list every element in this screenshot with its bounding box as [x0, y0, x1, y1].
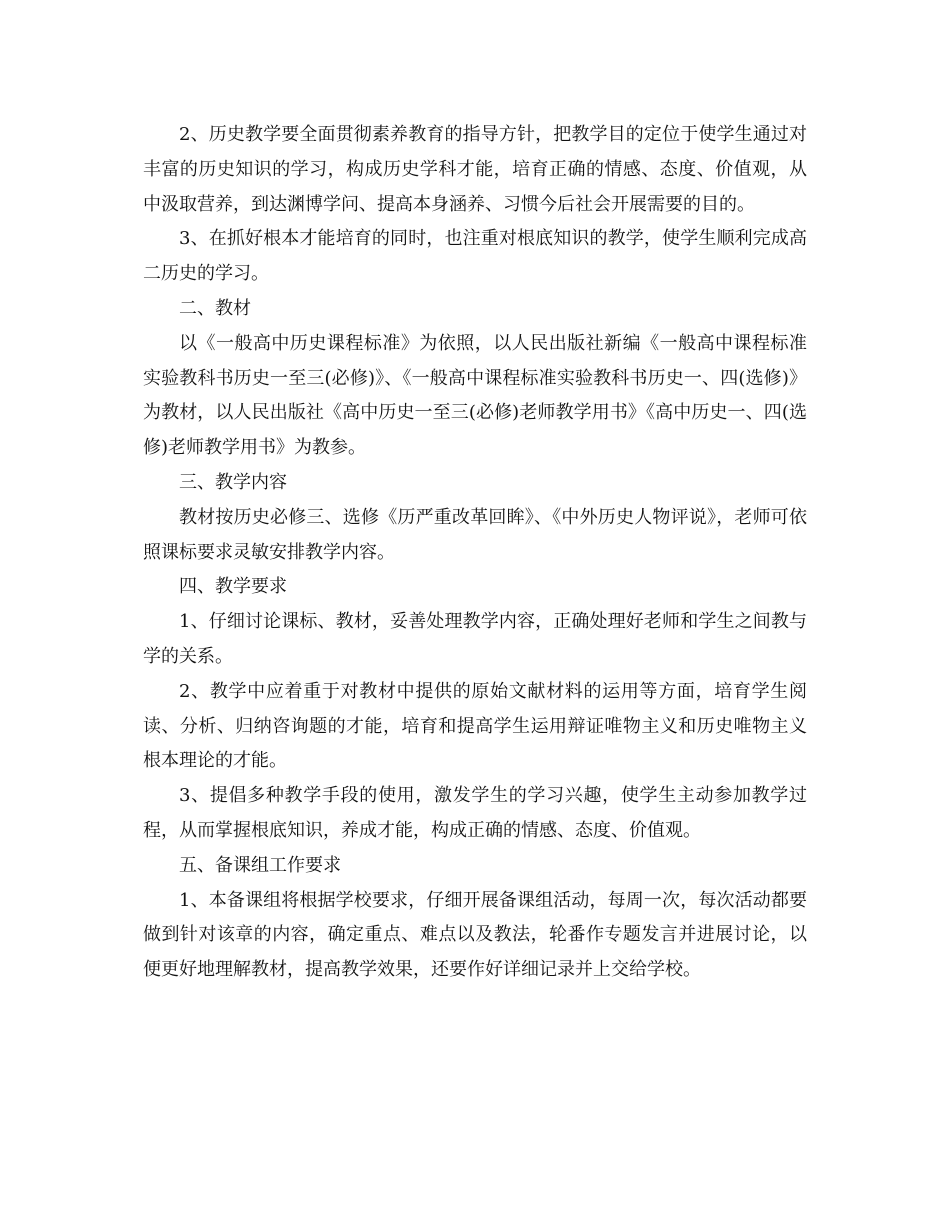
paragraph-requirement-1: 1、仔细讨论课标、教材，妥善处理教学内容，正确处理好老师和学生之间教与学的关系。 [143, 611, 807, 667]
section-heading-textbooks: 二、教材 [179, 297, 251, 319]
paragraph-requirement-2: 2、教学中应着重于对教材中提供的原始文献材料的运用等方面，培育学生阅读、分析、归纳咨询题的才能，培育和提高学生运用辩证唯物主义和历史唯物主义根本理论的才能。 [143, 680, 807, 772]
paragraph-requirement-3: 3、提倡多种教学手段的使用，激发学生的学习兴趣，使学生主动参加教学过程，从而掌握根底知识，养成才能，构成正确的情感、态度、价值观。 [143, 785, 807, 841]
paragraph-group-work-1: 1、本备课组将根据学校要求，仔细开展备课组活动，每周一次，每次活动都要做到针对该章的内容，确定重点、难点以及教法，轮番作专题发言并进展讨论，以便更好地理解教材，提高教学效果，还要作好详细记录并上交给学校。 [143, 889, 807, 981]
paragraph-objective-3: 3、在抓好根本才能培育的同时，也注重对根底知识的教学，使学生顺利完成高二历史的学习。 [143, 228, 807, 285]
document-body [143, 118, 807, 988]
paragraph-content: 教材按历史必修三、选修《历严重改革回眸》、《中外历史人物评说》，老师可依照课标要求灵敏安排教学内容。 [143, 506, 807, 563]
section-heading-requirements: 四、教学要求 [179, 576, 287, 598]
paragraph-objective-2: 2、历史教学要全面贯彻素养教育的指导方针，把教学目的定位于使学生通过对丰富的历史知识的学习，构成历史学科才能，培育正确的情感、态度、价值观，从中汲取营养，到达渊博学问、提高本身涵养、习惯今后社会开展需要的目的。 [143, 124, 807, 215]
paragraph-textbooks: 以《一般高中历史课程标准》为依照，以人民出版社新编《一般高中课程标准实验教科书历史一至三(必修)》、《一般高中课程标准实验教科书历史一、四(选修)》为教材，以人民出版社《高中历史一至三(必修)老师教学用书》《高中历史一、四(选修)老师教学用书》为教参。 [143, 332, 807, 459]
section-heading-group-work: 五、备课组工作要求 [179, 854, 341, 876]
section-heading-content: 三、教学内容 [179, 471, 287, 493]
